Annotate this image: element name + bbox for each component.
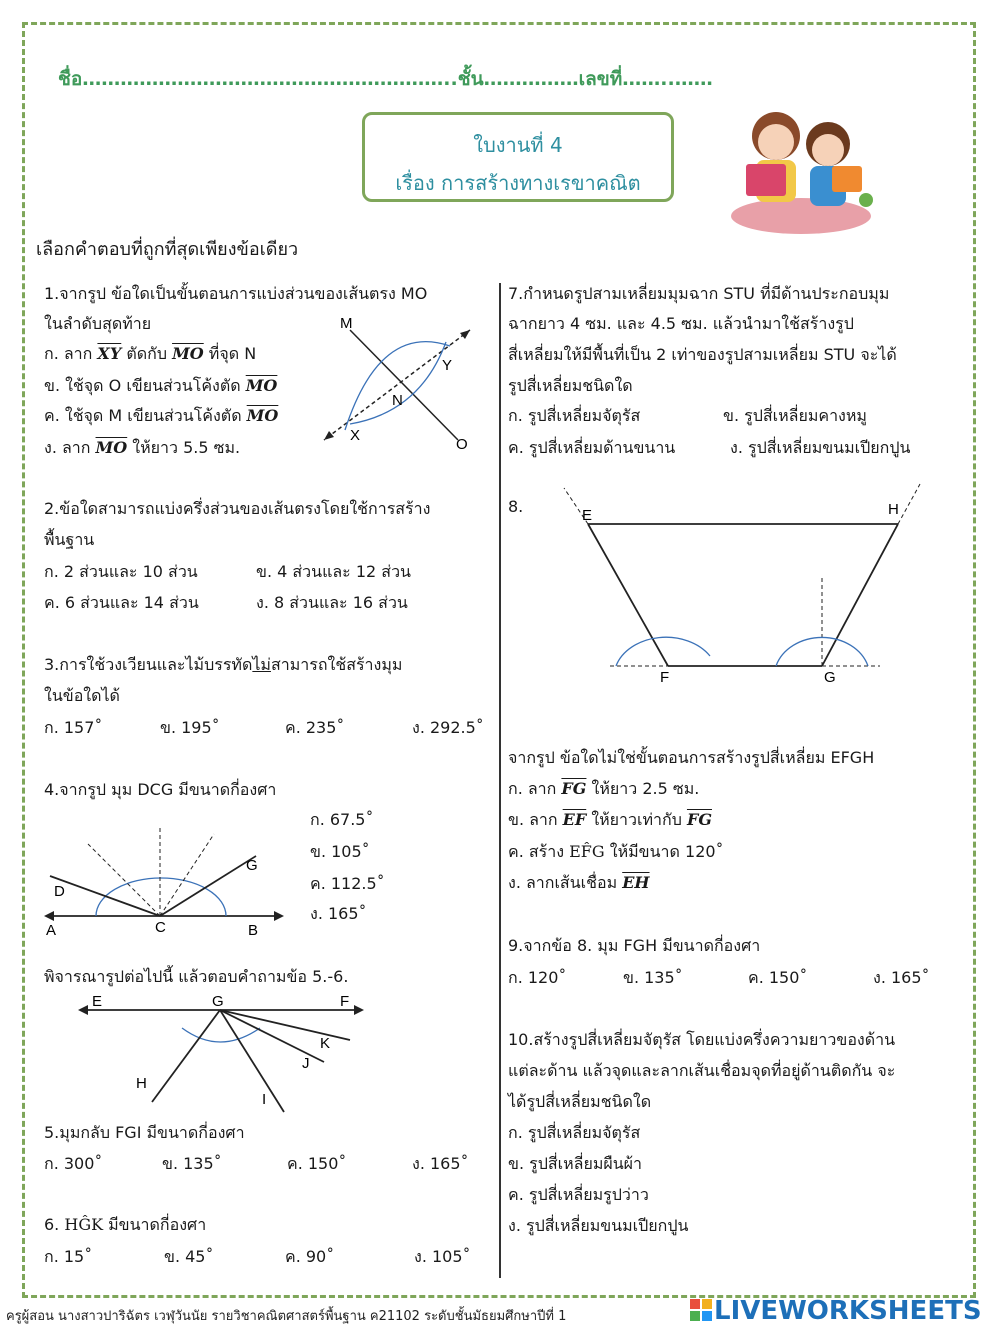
q8-option-b[interactable] — [508, 808, 712, 833]
q5-stem: 5.มุมกลับ FGI มีขนาดกี่องศา — [44, 1123, 245, 1142]
q4-option-b[interactable]: ข. 105˚ — [310, 842, 370, 861]
q56-label-i: I — [262, 1091, 267, 1108]
q8-b-text: ข. ลาก — [508, 810, 563, 829]
q2-stem-line1: 2.ข้อใดสามารถแบ่งครึ่งส่วนของเส้นตรงโดยใช้การสร้าง — [44, 499, 431, 518]
sheet-topic: เรื่อง การสร้างทางเรขาคณิต — [395, 171, 641, 195]
q1-option-a[interactable] — [44, 342, 256, 367]
q4-arrow-b — [274, 911, 284, 921]
q8-d-seg: $\overline{EH}$ — [622, 873, 650, 892]
q56-figure — [74, 990, 374, 1118]
q4-label-g: G — [246, 857, 258, 874]
q4-option-c[interactable]: ค. 112.5˚ — [310, 874, 385, 893]
q8-b-text2: ให้ยาวเท่ากับ — [586, 810, 687, 829]
q56-label-g: G — [212, 993, 224, 1010]
q6-option-b[interactable]: ข. 45˚ — [164, 1247, 214, 1266]
q8-c-text2: ให้มีขนาด 120˚ — [604, 842, 724, 861]
q5-option-b[interactable]: ข. 135˚ — [162, 1154, 222, 1173]
q9-option-d[interactable]: ง. 165˚ — [873, 968, 930, 987]
name-line: ชื่อ…………………………………………………..ชั้น……………เลขที่……..…… — [58, 68, 713, 90]
q1-a-text: ก. ลาก — [44, 344, 98, 363]
q8-side-ef — [588, 524, 668, 666]
q56-label-e: E — [92, 993, 103, 1010]
q8-figure — [560, 480, 930, 690]
q4-stem: 4.จากรูป มุม DCG มีขนาดกี่องศา — [44, 780, 277, 799]
q56-arrow-f — [354, 1005, 364, 1015]
q3-option-a[interactable]: ก. 157˚ — [44, 718, 103, 737]
q2-option-a[interactable]: ก. 2 ส่วนและ 10 ส่วน — [44, 562, 198, 581]
q1-option-c[interactable] — [44, 404, 278, 429]
q7-option-c[interactable]: ค. รูปสี่เหลี่ยมด้านขนาน — [508, 438, 676, 457]
q6-angle: HĜK — [64, 1215, 104, 1234]
q4-ray-cg — [160, 856, 256, 916]
q8-c-angle: EF̂G — [569, 842, 605, 861]
q1-option-b[interactable] — [44, 374, 277, 399]
kids-reading-illustration — [716, 104, 886, 239]
q3-stem-not: ไม่ — [252, 655, 271, 674]
q8-ext-h — [898, 484, 920, 524]
q1-label-o: O — [456, 436, 468, 453]
q4-arc — [96, 878, 226, 916]
lws-grid-1 — [690, 1299, 700, 1309]
title-box — [362, 112, 674, 202]
q56-label-j: J — [302, 1055, 310, 1072]
q10-option-c[interactable]: ค. รูปสี่เหลี่ยมรูปว่าว — [508, 1185, 649, 1204]
q8-a-text: ก. ลาก — [508, 779, 562, 798]
q8-label-f: F — [660, 669, 670, 686]
lws-grid-4 — [702, 1311, 712, 1321]
q4-label-c: C — [155, 919, 166, 936]
q4-arrow-a — [44, 911, 54, 921]
q7-stem-line3: สี่เหลี่ยมให้มีพื้นที่เป็น 2 เท่าของรูปสามเหลี่ยม STU จะได้ — [508, 345, 897, 364]
q1-arc-2 — [350, 342, 446, 424]
girl-face — [758, 124, 794, 160]
q6-stem — [44, 1213, 206, 1238]
q2-stem-line2: พื้นฐาน — [44, 530, 95, 549]
q56-intro: พิจารณารูปต่อไปนี้ แล้วตอบคำถามข้อ 5.-6. — [44, 967, 349, 986]
lws-grid-3 — [690, 1311, 700, 1321]
plant — [859, 193, 873, 207]
q1-stem-line1: 1.จากรูป ข้อใดเป็นขั้นตอนการแบ่งส่วนของเส้นตรง MO — [44, 284, 428, 303]
q8-stem: จากรูป ข้อใดไม่ใช่ขั้นตอนการสร้างรูปสี่เหลี่ยม EFGH — [508, 748, 875, 767]
q8-label-h: H — [888, 501, 899, 518]
q10-stem-line2: แต่ละด้าน แล้วจุดและลากเส้นเชื่อมจุดที่อยู่ด้านติดกัน จะ — [508, 1061, 896, 1080]
q1-line-xy — [324, 330, 470, 440]
teacher-footer: ครูผู้สอน นางสาวปาริฉัตร เวฬุวันนัย รายวิชาคณิตศาสตร์พื้นฐาน ค21102 ระดับชั้นมัธยมศึกษาปีที่ 1 — [6, 1309, 567, 1324]
q4-option-d[interactable]: ง. 165˚ — [310, 904, 367, 923]
q1-a-text3: ที่จุด N — [203, 344, 257, 363]
q1-d-seg: $\overline{MO}$ — [95, 438, 128, 457]
q4-label-d: D — [54, 883, 65, 900]
q2-option-d[interactable]: ง. 8 ส่วนและ 16 ส่วน — [256, 593, 408, 612]
q8-label-e: E — [582, 507, 593, 524]
q8-b-seg: $\overline{EF}$ — [562, 810, 587, 829]
q5-option-c[interactable]: ค. 150˚ — [287, 1154, 347, 1173]
q7-stem-line1: 7.กำหนดรูปสามเหลี่ยมมุมฉาก STU ที่มีด้านประกอบมุม — [508, 284, 890, 303]
q9-stem: 9.จากข้อ 8. มุม FGH มีขนาดกี่องศา — [508, 936, 761, 955]
liveworksheets-logo — [690, 1296, 982, 1326]
q1-a-text2: ตัดกับ — [121, 344, 173, 363]
q1-arrow-y — [460, 330, 470, 339]
q9-option-b[interactable]: ข. 135˚ — [623, 968, 683, 987]
q3-option-b[interactable]: ข. 195˚ — [160, 718, 220, 737]
q10-option-b[interactable]: ข. รูปสี่เหลี่ยมผืนผ้า — [508, 1154, 643, 1173]
q6-option-d[interactable]: ง. 105˚ — [414, 1247, 471, 1266]
q8-a-text2: ให้ยาว 2.5 ซม. — [586, 779, 700, 798]
cushion — [731, 198, 871, 234]
q1-label-y: Y — [442, 357, 453, 374]
q1-c-text: ค. ใช้จุด M เขียนส่วนโค้งตัด — [44, 406, 247, 425]
q1-option-d[interactable] — [44, 436, 240, 461]
q4-ray-cd — [50, 876, 160, 916]
q8-d-text: ง. ลากเส้นเชื่อม — [508, 873, 623, 892]
q56-arrow-e — [78, 1005, 88, 1015]
q8-arc-f — [616, 637, 710, 666]
q3-option-c[interactable]: ค. 235˚ — [285, 718, 345, 737]
q8-option-a[interactable] — [508, 777, 699, 802]
q1-a-seg-mo: $\overline{MO}$ — [172, 344, 204, 363]
q1-d-text: ง. ลาก — [44, 438, 96, 457]
q5-option-a[interactable]: ก. 300˚ — [44, 1154, 103, 1173]
lws-grid-2 — [702, 1299, 712, 1309]
q4-figure — [40, 820, 290, 945]
q8-number: 8. — [508, 497, 524, 516]
q4-label-a: A — [46, 922, 57, 939]
lws-grid-icon — [690, 1298, 712, 1320]
q7-option-d[interactable]: ง. รูปสี่เหลี่ยมขนมเปียกปูน — [730, 438, 911, 457]
q1-stem-line2: ในลำดับสุดท้าย — [44, 314, 152, 333]
q6-option-c[interactable]: ค. 90˚ — [285, 1247, 335, 1266]
column-divider — [499, 283, 501, 1278]
q10-stem-line3: ได้รูปสี่เหลี่ยมชนิดใด — [508, 1092, 652, 1111]
sheet-number: ใบงานที่ 4 — [473, 133, 563, 157]
q1-d-text2: ให้ยาว 5.5 ซม. — [127, 438, 241, 457]
q56-label-f: F — [340, 993, 350, 1010]
q4-option-a[interactable]: ก. 67.5˚ — [310, 810, 374, 829]
q10-option-d[interactable]: ง. รูปสี่เหลี่ยมขนมเปียกปูน — [508, 1216, 689, 1235]
q5-option-d[interactable]: ง. 165˚ — [412, 1154, 469, 1173]
q8-b-seg2: $\overline{FG}$ — [686, 810, 712, 829]
q1-a-line-xy: $\overline{XY}$ — [97, 344, 122, 363]
q8-c-text: ค. สร้าง — [508, 842, 570, 861]
q10-option-a[interactable]: ก. รูปสี่เหลี่ยมจัตุรัส — [508, 1123, 641, 1142]
brand-text: LIVEWORKSHEETS — [714, 1296, 982, 1326]
q4-label-b: B — [248, 922, 259, 939]
q1-figure — [310, 312, 480, 454]
q2-option-b[interactable]: ข. 4 ส่วนและ 12 ส่วน — [256, 562, 411, 581]
q3-stem-line1 — [44, 653, 402, 678]
instruction: เลือกคำตอบที่ถูกที่สุดเพียงข้อเดียว — [36, 239, 299, 260]
q1-b-seg: $\overline{MO}$ — [245, 376, 278, 395]
q3-stem-c: สามารถใช้สร้างมุม — [270, 655, 403, 674]
q1-label-x: X — [350, 427, 361, 444]
girl-book — [746, 164, 786, 196]
q10-stem-line1: 10.สร้างรูปสี่เหลี่ยมจัตุรัส โดยแบ่งครึ่งความยาวของด้าน — [508, 1030, 896, 1049]
q8-option-d[interactable] — [508, 871, 650, 896]
q8-option-c[interactable] — [508, 840, 724, 865]
q56-label-h: H — [136, 1075, 147, 1092]
q8-label-g: G — [824, 669, 836, 686]
q56-ray-gh — [152, 1010, 220, 1102]
q3-option-d[interactable]: ง. 292.5˚ — [412, 718, 484, 737]
q56-ray-gk — [220, 1010, 350, 1040]
q1-b-text: ข. ใช้จุด O เขียนส่วนโค้งตัด — [44, 376, 246, 395]
q9-option-c[interactable]: ค. 150˚ — [748, 968, 808, 987]
q7-option-a[interactable]: ก. รูปสี่เหลี่ยมจัตุรัส — [508, 406, 641, 425]
q1-c-seg: $\overline{MO}$ — [246, 406, 279, 425]
q6-stem-text: มีขนาดกี่องศา — [103, 1215, 207, 1234]
q6-num: 6. — [44, 1215, 65, 1234]
q56-arc — [182, 1028, 260, 1042]
q1-arrow-x — [324, 431, 334, 440]
boy-face — [812, 134, 844, 166]
q8-side-gh — [822, 524, 898, 666]
q4-dash-3 — [160, 834, 214, 916]
q1-label-m: M — [340, 315, 353, 332]
q1-label-n: N — [392, 392, 403, 409]
q56-label-k: K — [320, 1035, 331, 1052]
q7-stem-line4: รูปสี่เหลี่ยมชนิดใด — [508, 376, 633, 395]
q3-stem-line2: ในข้อใดได้ — [44, 686, 120, 705]
q6-option-a[interactable]: ก. 15˚ — [44, 1247, 93, 1266]
q9-option-a[interactable]: ก. 120˚ — [508, 968, 567, 987]
q8-a-seg: $\overline{FG}$ — [561, 779, 587, 798]
q3-stem-a: 3.การใช้วงเวียนและไม้บรรทัด — [44, 655, 253, 674]
q7-option-b[interactable]: ข. รูปสี่เหลี่ยมคางหมู — [723, 406, 867, 425]
q7-stem-line2: ฉากยาว 4 ซม. และ 4.5 ซม. แล้วนำมาใช้สร้างรูป — [508, 314, 854, 333]
boy-book — [832, 166, 862, 192]
q2-option-c[interactable]: ค. 6 ส่วนและ 14 ส่วน — [44, 593, 199, 612]
